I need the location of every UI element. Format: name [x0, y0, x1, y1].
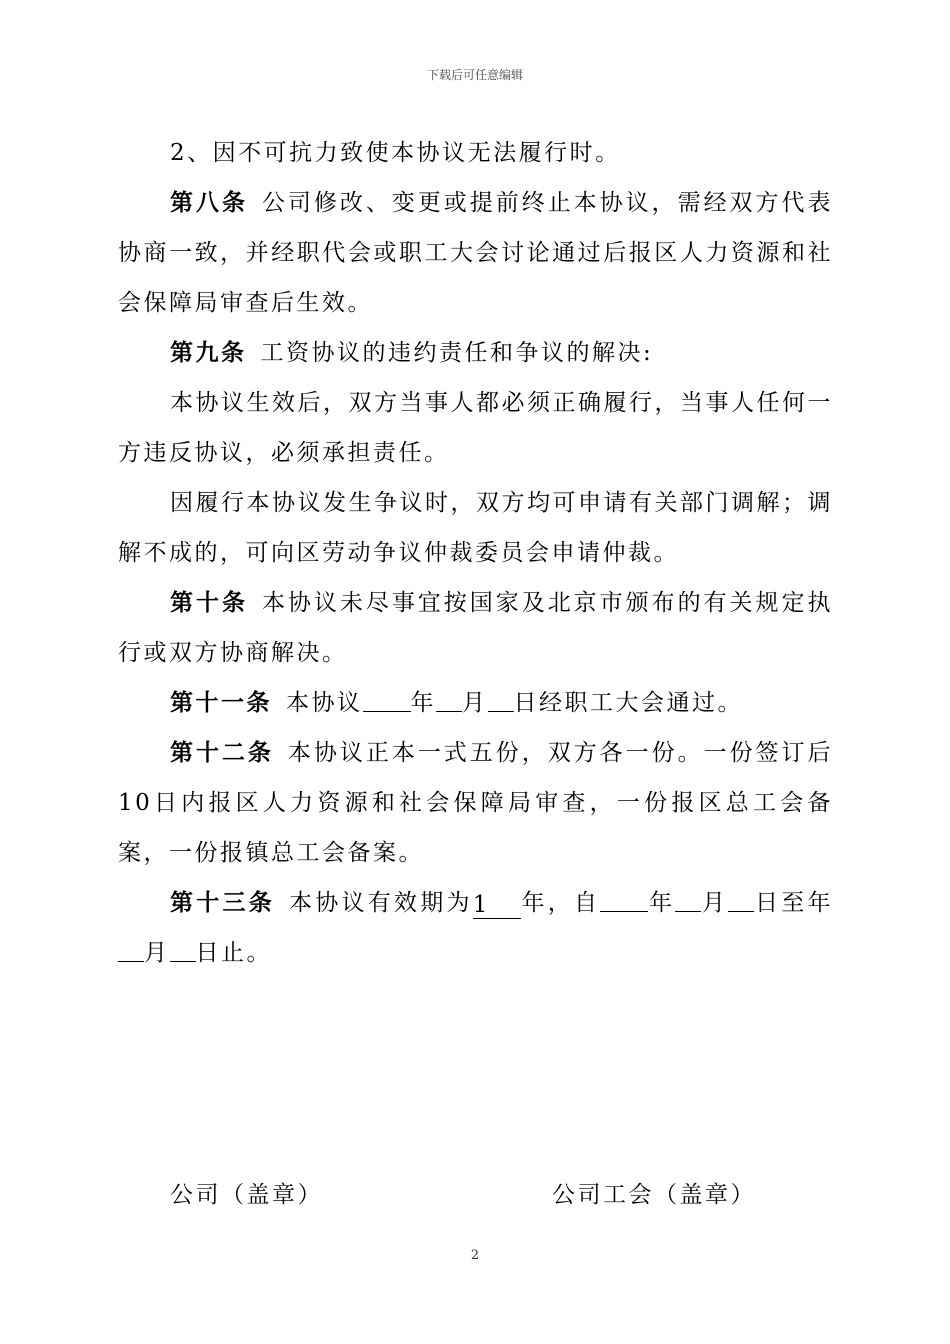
article-label: 第十条: [170, 589, 248, 616]
article-label: 第十一条: [170, 689, 272, 716]
blank-year: [363, 685, 411, 712]
blank-term-years: 1: [473, 892, 521, 919]
article-11: 第十一条 本协议 年 月 日经职工大会通过。: [118, 678, 833, 728]
paragraph-9a: 本协议生效后，双方当事人都必须正确履行，当事人任何一方违反协议，必须承担责任。: [118, 390, 833, 466]
article-12: [118, 728, 833, 878]
article-text: 公司修改、变更或提前终止本协议，需经双方代表协商一致，并经职代会或职工大会讨论通过后报区人力资源和社会保障局审查后生效。: [118, 190, 833, 316]
blank-day: [170, 935, 196, 962]
blank-month: [436, 685, 462, 712]
paragraph-force-majeure: 2、因不可抗力致使本协议无法履行时。: [170, 140, 621, 166]
article-label: 第十三条: [170, 889, 275, 916]
company-seal-label: 公司（盖章）: [170, 1182, 323, 1208]
article-10: [118, 578, 833, 678]
page-header: 下载后可任意编辑: [426, 68, 523, 82]
article-text: 工资协议的违约责任和争议的解决:: [260, 340, 654, 366]
article-label: 第九条: [170, 339, 247, 366]
page-number: 2: [470, 1248, 480, 1263]
article-9: [118, 328, 833, 378]
document-body: [118, 128, 833, 978]
article-8: [118, 178, 833, 328]
article-text: 本协议正本一式五份，双方各一份。一份签订后10日内报区人力资源和社会保障局审查，一份报区总工会备案，一份报镇总工会备案。: [118, 740, 834, 866]
article-13: 第十三条 本协议有效期为1 年，自 年 月 日至年月 日止。: [118, 878, 833, 978]
article-label: 第八条: [170, 189, 248, 216]
blank-year: [600, 885, 648, 912]
article-text: 本协议未尽事宜按国家及北京市颁布的有关规定执行或双方协商解决。: [118, 590, 833, 666]
blank-day: [488, 685, 514, 712]
blank-month: [118, 935, 144, 962]
blank-month: [675, 885, 701, 912]
paragraph-9b: 因履行本协议发生争议时，双方均可申请有关部门调解；调解不成的，可向区劳动争议仲裁委员会申请仲裁。: [118, 490, 833, 566]
union-seal-label: 公司工会（盖章）: [552, 1182, 756, 1208]
article-label: 第十二条: [170, 739, 274, 766]
blank-day: [728, 885, 754, 912]
